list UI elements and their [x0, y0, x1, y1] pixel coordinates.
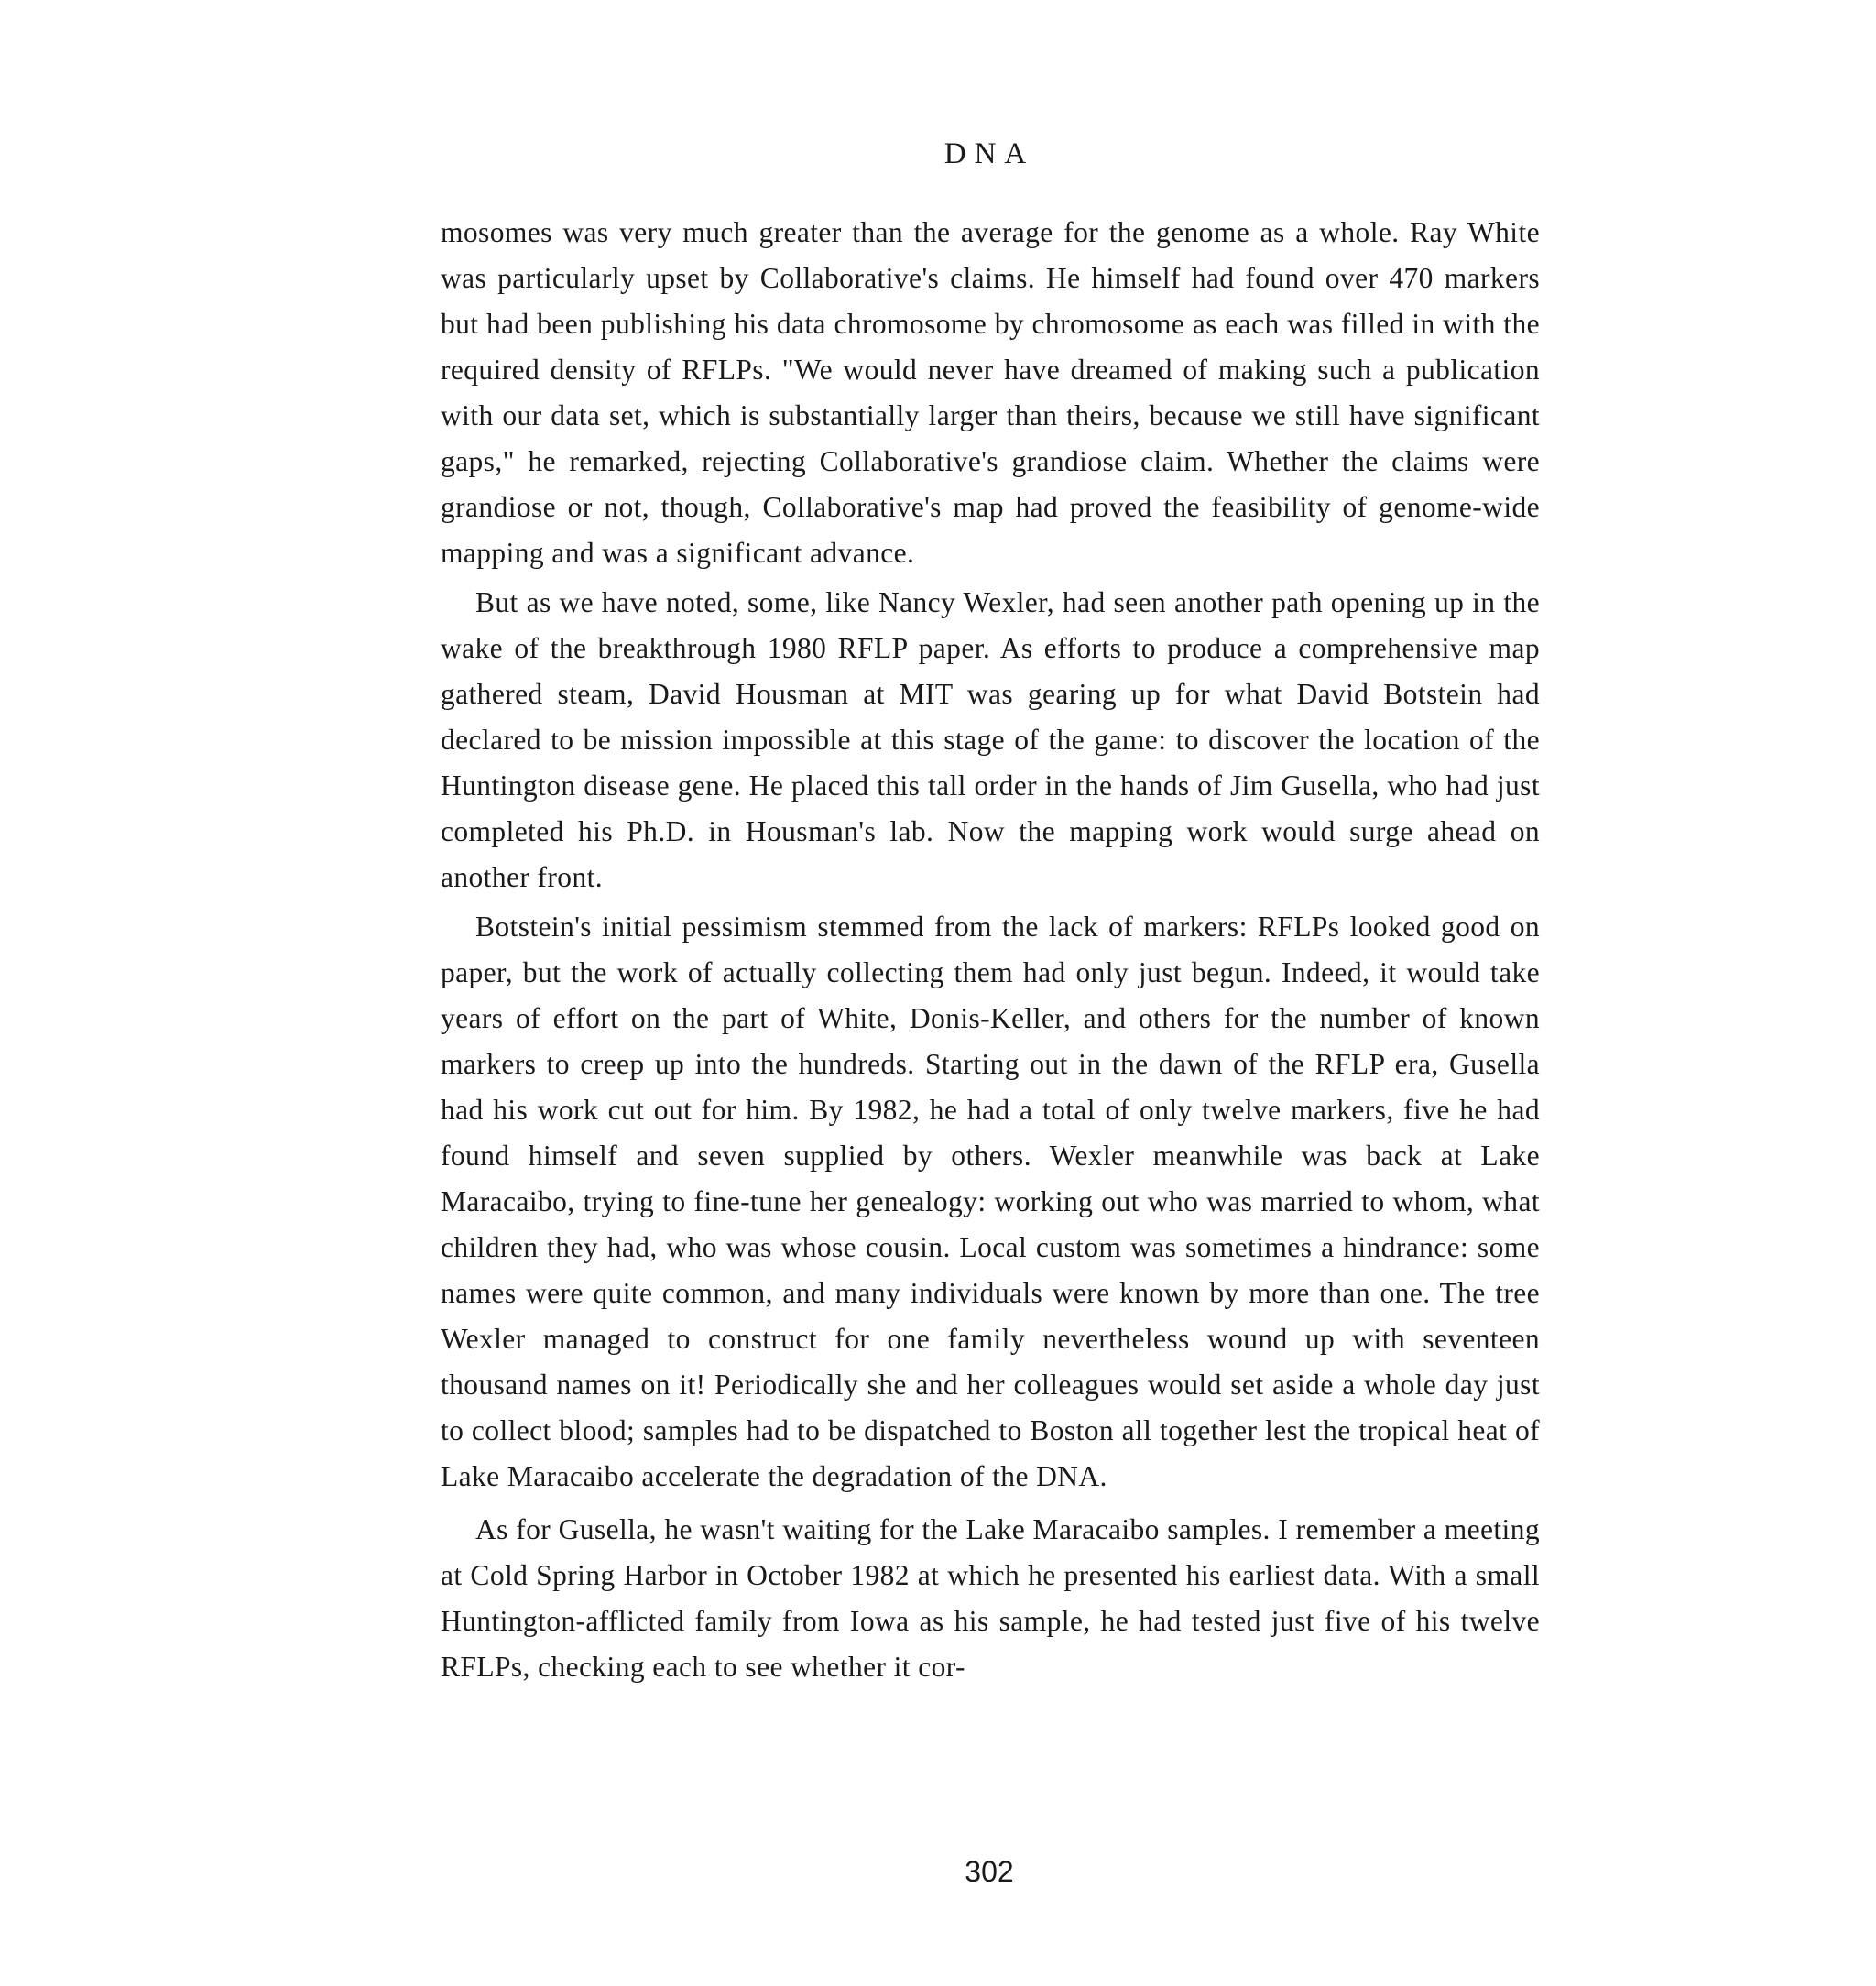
body-text — [441, 210, 1540, 1690]
paragraph: As for Gusella, he wasn't waiting for the Lake Maracaibo samples. I remember a meeting at Cold Spring Harbor in October 1982 at which he presented his earliest data. With a small Huntington-afflicted family from Iowa as his sample, he had tested just five of his twelve RFLPs, checking each to see whether it cor- — [441, 1513, 1540, 1683]
paragraph: But as we have noted, some, like Nancy Wexler, had seen another path opening up in the wake of the breakthrough 1980 RFLP paper. As efforts to produce a comprehensive map gathered steam, David Housman at MIT was gearing up for what David Botstein had declared to be mission impossible at this stage of the game: to discover the location of the Huntington disease gene. He placed this tall order in the hands of Jim Gusella, who had just completed his Ph.D. in Housman's lab. Now the mapping work would surge ahead on another front. — [441, 586, 1540, 893]
page-number: 302 — [965, 1855, 1014, 1888]
running-head: DNA — [943, 137, 1035, 170]
paragraph: Botstein's initial pessimism stemmed from the lack of markers: RFLPs looked good on paper, but the work of actually collecting them had only just begun. Indeed, it would take years of effort on the part of White, Donis-Keller, and others for the number of known markers to creep up into the hundreds. Starting out in the dawn of the RFLP era, Gusella had his work cut out for him. By 1982, he had a total of only twelve markers, five he had found himself and seven supplied by others. Wexler meanwhile was back at Lake Maracaibo, trying to fine-tune her genealogy: working out who was married to whom, what children they had, who was whose cousin. Local custom was sometimes a hindrance: some names were quite common, and many individuals were known by more than one. The tree Wexler managed to construct for one family nevertheless wound up with seventeen thousand names on it! Periodically she and her colleagues would set aside a whole day just to collect blood; samples had to be dispatched to Boston all together lest the tropical heat of Lake Maracaibo accelerate the degradation of the DNA. — [441, 911, 1540, 1492]
paragraph: mosomes was very much greater than the average for the genome as a whole. Ray White was particularly upset by Collaborative's claims. He himself had found over 470 markers but had been publishing his data chromosome by chromosome as each was filled in with the required density of RFLPs. "We would never have dreamed of making such a publication with our data set, which is substantially larger than theirs, because we still have significant gaps," he remarked, rejecting Collaborative's grandiose claim. Whether the claims were grandiose or not, though, Collaborative's map had proved the feasibility of genome-wide mapping and was a significant advance. — [441, 216, 1540, 569]
